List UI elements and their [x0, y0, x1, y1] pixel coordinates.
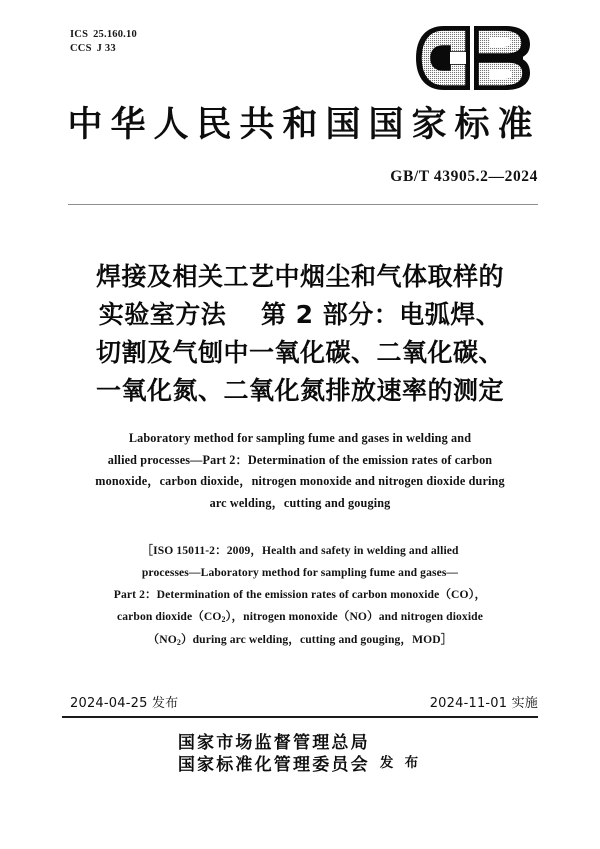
english-title-line-4: arc welding，cutting and gouging — [209, 495, 391, 510]
gb-emblem-icon — [412, 22, 534, 94]
iso-note-line-5-a: （NO — [147, 633, 177, 646]
iso-note-line-2: processes—Laboratory method for sampling fume and gases— — [141, 566, 459, 579]
iso-note-line-3: Part 2：Determination of the emission rates of carbon monoxide（CO）， — [113, 588, 487, 601]
english-title-line-3: monoxide，carbon dioxide，nitrogen monoxide and nitrogen dioxide during — [95, 474, 505, 488]
footer-divider — [62, 716, 538, 718]
iso-note-line-5 — [86, 629, 514, 652]
english-title-line-1: Laboratory method for sampling fume and gases in welding and — [128, 431, 472, 445]
issuing-bodies — [0, 732, 600, 776]
ccs-value: J 33 — [96, 42, 116, 54]
iso-note-line-4-b: ），nitrogen monoxide（NO）and nitrogen dioxide — [225, 610, 483, 623]
effective-date: 2024-11-01 实施 — [429, 696, 538, 711]
chinese-title-line-3: 切割及气刨中一氧化碳、二氧化碳、 — [95, 338, 504, 367]
english-title — [92, 428, 508, 514]
ccs-label: CCS — [70, 42, 92, 54]
chinese-title — [0, 258, 600, 410]
no2-subscript: 2 — [176, 638, 181, 647]
chinese-title-line-4: 一氧化氮、二氧化氮排放速率的测定 — [95, 376, 504, 405]
iso-note-line-4 — [86, 606, 514, 629]
classification-codes — [70, 28, 137, 55]
english-title-line-2: allied processes—Part 2：Determination of the emission rates of carbon — [107, 452, 493, 467]
issuer-name-list — [178, 732, 370, 776]
ics-label: ICS — [70, 29, 89, 40]
chinese-title-line-1: 焊接及相关工艺中烟尘和气体取样的 — [95, 262, 504, 291]
iso-correspondence-note — [86, 540, 514, 652]
issuer-organization-1: 国家市场监督管理总局 — [177, 733, 370, 752]
issuer-organization-2: 国家标准化管理委员会 — [177, 755, 370, 774]
co2-subscript: 2 — [221, 615, 226, 624]
ccs-code-row — [70, 42, 137, 56]
chinese-title-line-2: 实验室方法 第 2 部分：电弧焊、 — [98, 300, 502, 329]
issue-verb: 发 布 — [379, 755, 423, 770]
iso-note-line-4-a: carbon dioxide（CO — [117, 610, 222, 623]
header-divider — [68, 204, 538, 205]
issue-date: 2024-04-25 发布 — [70, 696, 179, 711]
page-title: 中华人民共和国国家标准 — [67, 105, 541, 144]
ics-value: 25.160.10 — [93, 29, 137, 40]
issuing-bodies-inner — [178, 732, 422, 776]
iso-note-line-1: ［ISO 15011-2：2009，Health and safety in welding and allied — [141, 544, 459, 557]
ics-code-row — [70, 28, 137, 42]
standard-number: GB/T 43905.2—2024 — [390, 168, 538, 185]
iso-note-line-5-b: ）during arc welding，cutting and gouging，MOD］ — [180, 633, 453, 646]
